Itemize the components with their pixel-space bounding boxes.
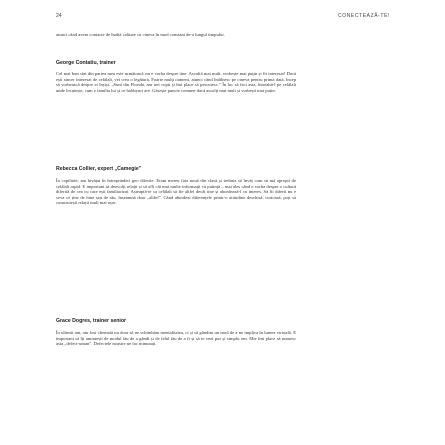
- running-title: CONECTEAZĂ-TE!: [337, 13, 390, 19]
- page-header: [56, 13, 390, 25]
- quote-attribution: Rebecca Collier, expert „Camegie”: [56, 166, 142, 172]
- page-number: 24: [56, 13, 62, 19]
- quote-attribution: George Contatiu, trainer: [56, 60, 116, 66]
- quote-attribution: Grace Dogres, trainer senior: [56, 318, 127, 324]
- intro-paragraph: atunci când avem contacte de înaltă calitate cu cineva în mod constant de-a lungul timpului.: [56, 32, 225, 37]
- quote-paragraph: În copilărie, am învățat în întreprinderi geo diferite. Eram mereu fata nouă din clasă și trebuia să învăț cum să mă apropii de celălalt rapid. E important să dezvolți relații și să afli cât mai multe informații cu putință – mai ales când e vorba despre o cultură diferită de cea cu care ești familiarizat. Așteaptă-te ca celălalt să fie altfel decât tine și abordează-l cu interes. Să fii diferit nu e ceva ce ține de bine sau de rău, înseamnă doar „altfel”. Când abordezi diferențele printr-o atitudine deschisă, curioasă, poți să construiești relații mult mai ușor.: [56, 178, 296, 206]
- book-page: [56, 0, 390, 445]
- quote-paragraph: Cel mai bun sfat din partea mea este următorul: nu e vorba despre tine. Ascultă mai mult, vorbește mai puțin și fii interesat! Dacă ești sincer interesat de celălalt, vei crea o legătură. Foarte mulți oameni, atunci când întâlnesc pe cineva pentru prima dată, încep să vorbească despre ei înșiși. „Sunt din Florida, am trei copii și îmi place să pescuiesc.” În loc să faci asta, întreabă-l pe celălalt unde locuiește, cum e familia lui și ce hobbyuri are. Găsește puncte comune dacă asculți mai mult și vorbești mai puțin.: [56, 71, 296, 93]
- quote-paragraph: În ultimii ani, am fost chemată nu doar să ne schimbăm mentalitatea, ci și să gândim un mod de a ne implica în lumea virtuală. E important să îți amintești de modul tău de a gândi și de felul tău de a fi și să te vezi pur și simplu om. Mie îmi place să numesc asta „defect-uman”. Defectele noastre ne fac minunați.: [56, 330, 296, 347]
